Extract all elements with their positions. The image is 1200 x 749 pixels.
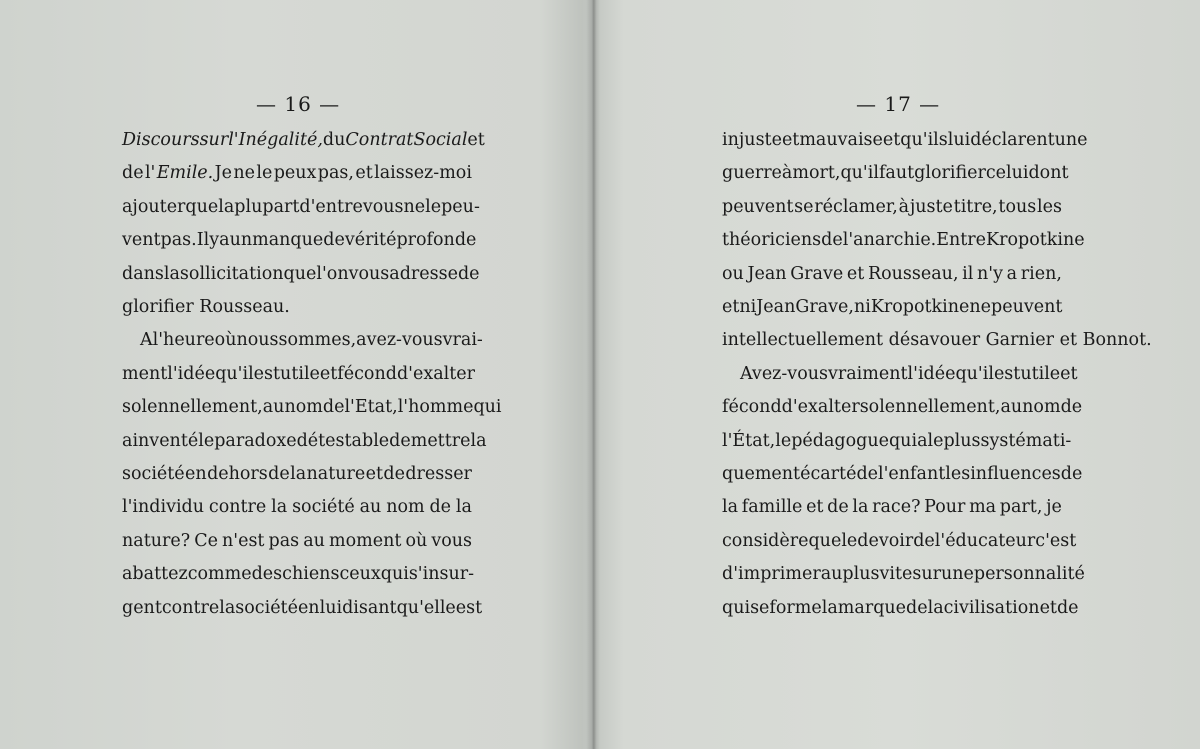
text-line: intellectuellement désavouer Garnier et Bonnot. xyxy=(722,330,1152,351)
right-page xyxy=(600,0,1200,749)
text-line: qui se forme la marque de la civilisation et de xyxy=(722,597,1079,618)
page-number-right: — 17 — xyxy=(856,92,941,116)
text-line: considère que le devoir de l'éducateur c'est xyxy=(722,530,1077,551)
text-line: abattez comme des chiens ceux qui s'insur- xyxy=(122,564,475,585)
text-line: ou Jean Grave et Rousseau, il n'y a rien, xyxy=(722,263,1062,284)
text-line: et ni Jean Grave, ni Kropotkine ne peuvent xyxy=(722,297,1063,317)
text-line: la famille et de la race? Pour ma part, je xyxy=(722,497,1062,518)
text-line: d'imprimer au plus vite sur une personnalité xyxy=(722,564,1085,585)
text-line: de l' Emile. Je ne le peux pas, et laissez-moi xyxy=(122,163,472,184)
text-line: guerre à mort, qu'il faut glorifier celui dont xyxy=(722,163,1069,184)
text-line: ment l'idée qu'il est utile et fécond d'exalter xyxy=(122,363,475,384)
text-line: dans la sollicitation que l'on vous adresse de xyxy=(122,263,480,284)
text-line: société en dehors de la nature et de dresser xyxy=(122,464,472,484)
text-line: peuvent se réclamer, à juste titre, tous les xyxy=(722,196,1062,217)
text-line: injuste et mauvaise et qu'ils lui déclarent une xyxy=(722,130,1088,150)
text-line: quement écarté de l'enfant les influences de xyxy=(722,464,1083,484)
book-gutter xyxy=(586,0,600,749)
text-line: Avez-vous vraiment l'idée qu'il est utile et xyxy=(740,363,1078,384)
text-line: l'individu contre la société au nom de la xyxy=(122,497,472,518)
text-line: fécond d'exalter solennellement, au nom de xyxy=(722,397,1083,418)
text-line: Discours sur l'Inégalité, du Contrat Social et xyxy=(122,130,485,150)
text-line: nature? Ce n'est pas au moment où vous xyxy=(122,530,472,551)
text-line: solennellement, au nom de l'Etat, l'homme qui xyxy=(122,397,502,418)
text-line: l'État, le pédagogue qui a le plus systémati- xyxy=(722,430,1072,451)
text-line: théoriciens de l'anarchie. Entre Kropotkine xyxy=(722,230,1085,251)
text-line: A l'heure où nous sommes, avez-vous vrai- xyxy=(140,330,483,351)
left-page xyxy=(0,0,586,749)
text-line: glorifier Rousseau. xyxy=(122,297,290,317)
text-line: vent pas. Il y a un manque de vérité profonde xyxy=(122,230,477,251)
text-line: a inventé le paradoxe détestable de mettre la xyxy=(122,430,487,451)
text-line: ajouter que la plupart d'entre vous ne le peu- xyxy=(122,196,480,217)
page-number-left: — 16 — xyxy=(256,92,341,116)
text-line: gent contre la société en lui disant qu'elle est xyxy=(122,597,483,618)
